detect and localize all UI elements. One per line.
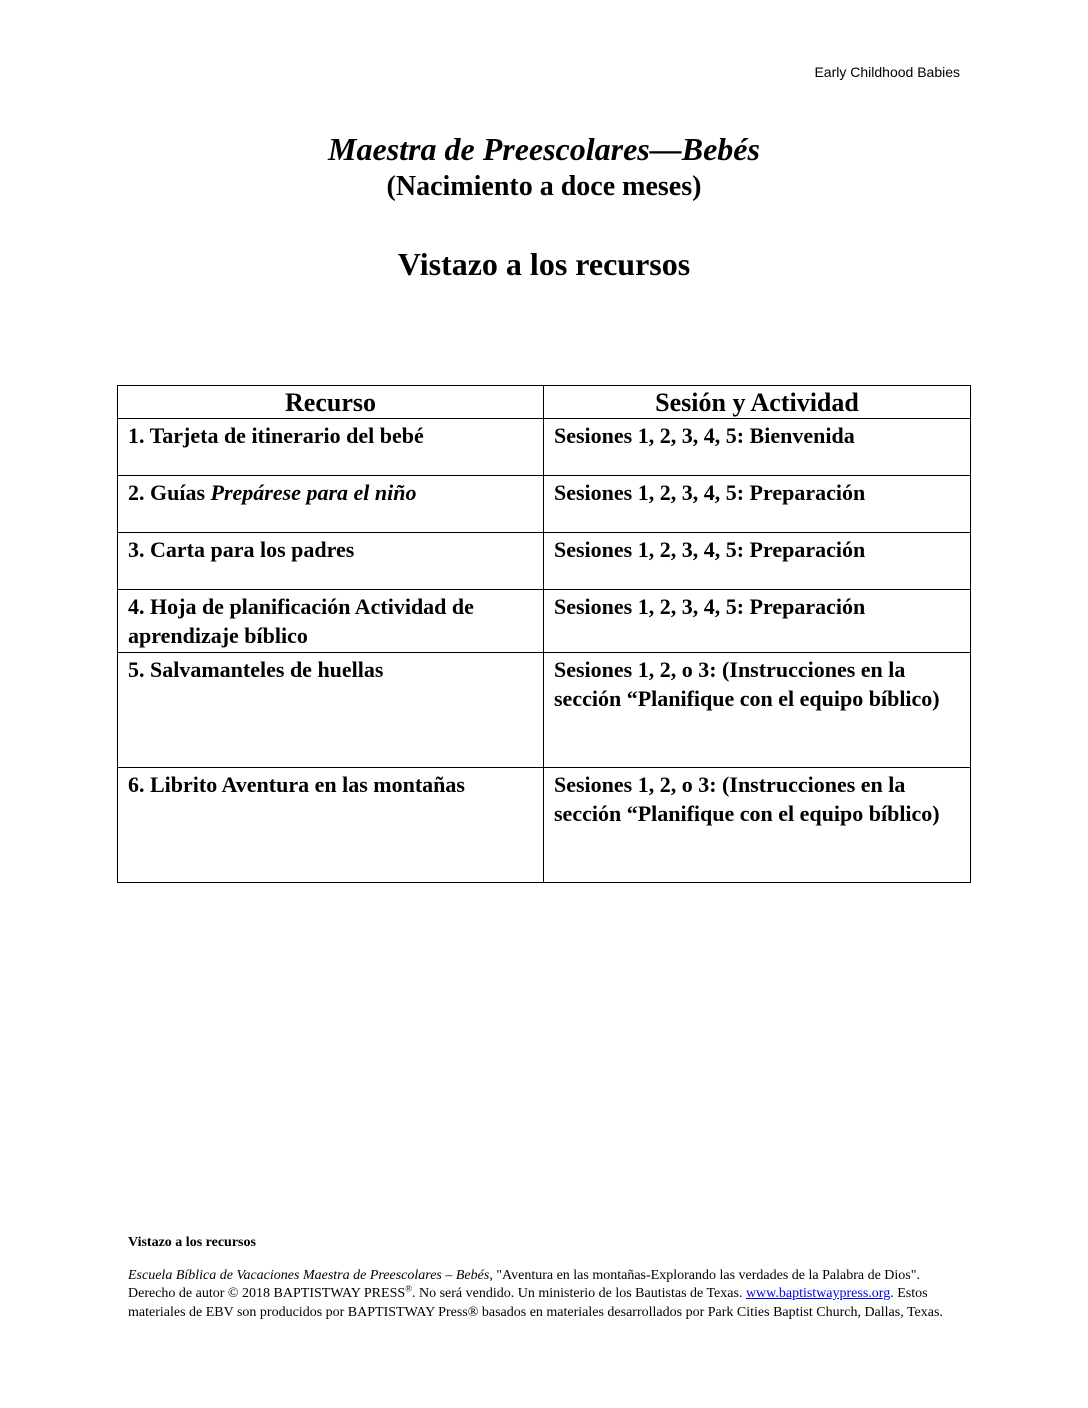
table-row (118, 419, 971, 476)
page-title: Maestra de Preescolares—Bebés (328, 131, 760, 167)
session-cell: Sesiones 1, 2, 3, 4, 5: Preparación (544, 533, 971, 590)
footer-title: Vistazo a los recursos (128, 1235, 256, 1250)
resource-prefix: 2. Guías (128, 480, 211, 505)
table-header-row (118, 386, 971, 419)
resources-table (117, 385, 971, 883)
column-header-session: Sesión y Actividad (544, 386, 971, 419)
session-cell: Sesiones 1, 2, 3, 4, 5: Bienvenida (544, 419, 971, 476)
registered-mark: ® (405, 1283, 412, 1294)
resource-cell: 5. Salvamanteles de huellas (118, 653, 544, 768)
title-block (0, 128, 1088, 284)
session-cell: Sesiones 1, 2, o 3: (Instrucciones en la sección “Planifique con el equipo bíblico) (544, 653, 971, 768)
resource-cell: 6. Librito Aventura en las montañas (118, 768, 544, 883)
section-title: Vistazo a los recursos (397, 246, 691, 282)
resource-cell: 3. Carta para los padres (118, 533, 544, 590)
resource-cell: 1. Tarjeta de itinerario del bebé (118, 419, 544, 476)
table-row (118, 476, 971, 533)
resource-cell (118, 476, 544, 533)
table-row (118, 533, 971, 590)
footer (128, 1234, 948, 1322)
footer-text-2: . No será vendido. Un ministerio de los Bautistas de Texas. (412, 1286, 746, 1301)
session-cell: Sesiones 1, 2, 3, 4, 5: Preparación (544, 590, 971, 653)
session-cell: Sesiones 1, 2, 3, 4, 5: Preparación (544, 476, 971, 533)
footer-text-1: , "Aventura en las montañas-Explorando las verdades de la Palabra de Dios". Derecho de autor © 2018 BAPTISTWAY PRESS (128, 1267, 920, 1301)
publisher-link[interactable]: www.baptistwaypress.org (745, 1286, 891, 1301)
header-label: Early Childhood Babies (814, 64, 960, 80)
session-cell: Sesiones 1, 2, o 3: (Instrucciones en la sección “Planifique con el equipo bíblico) (544, 768, 971, 883)
table-row (118, 590, 971, 653)
footer-italic-title: Escuela Bíblica de Vacaciones Maestra de Preescolares – Bebés (128, 1267, 490, 1283)
resource-cell: 4. Hoja de planificación Actividad de aprendizaje bíblico (118, 590, 544, 653)
table-row (118, 653, 971, 768)
page-subtitle: (Nacimiento a doce meses) (386, 171, 702, 202)
footer-copyright (128, 1267, 948, 1323)
resource-italic-title: Prepárese para el niño (210, 480, 417, 505)
footer-text-3: . Estos materiales de EBV son producidos por BAPTISTWAY Press® basados en materiales desarrollados por Park Cities Baptist Church, Dallas, Texas. (128, 1286, 943, 1320)
table-row (118, 768, 971, 883)
column-header-resource: Recurso (118, 386, 544, 419)
